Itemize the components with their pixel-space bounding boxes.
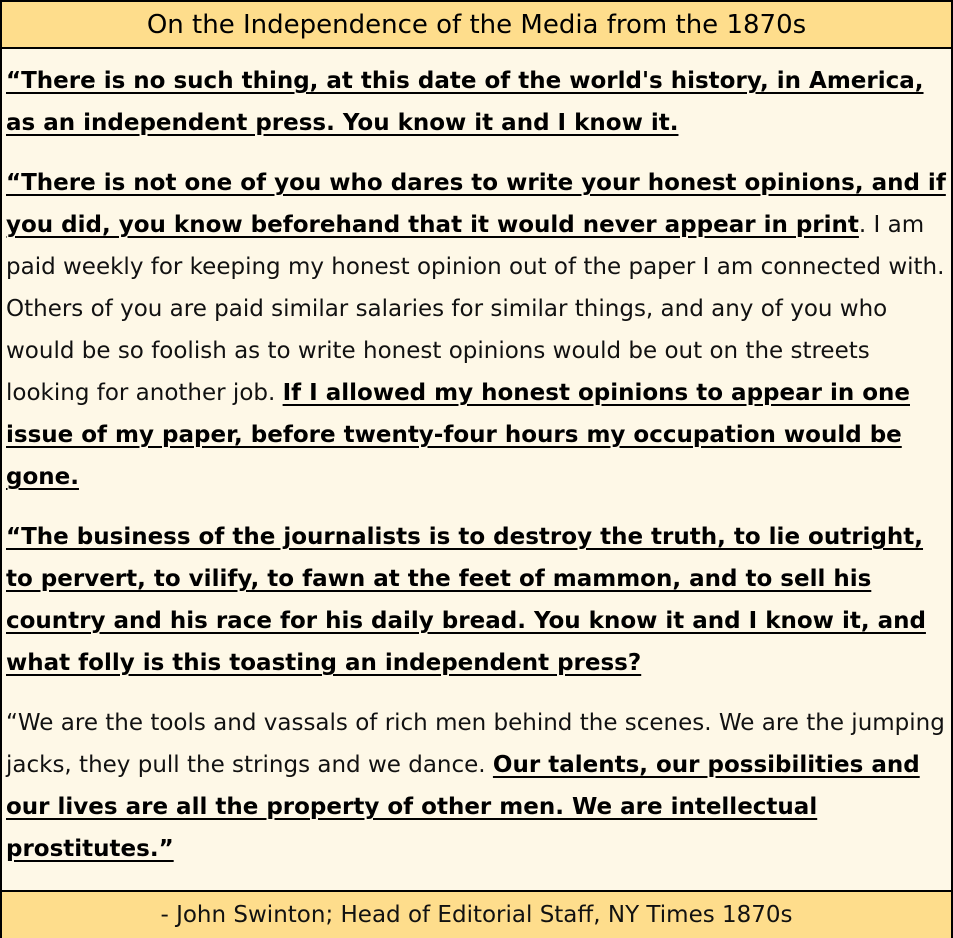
emphasized-text: “There is no such thing, at this date of the world's history, in America, as an independent press. You know it and I know it. [6, 68, 924, 136]
quote-paragraph-1 [6, 60, 946, 144]
quote-paragraph-4 [6, 702, 946, 870]
plain-text: . I am paid weekly for keeping my honest opinion out of the paper I am connected with. Others of you are paid similar salaries for similar things, and any of you who would be so foolish as to write honest opinions would be out on the streets looking for another job. [6, 212, 945, 406]
quote-attribution: - John Swinton; Head of Editorial Staff, NY Times 1870s [2, 890, 951, 938]
quote-paragraph-3 [6, 516, 946, 684]
plain-text: “We are the tools and vassals of rich men behind the scenes. We are the jumping jacks, they pull the strings and we dance. [6, 710, 945, 778]
emphasized-text: “There is not one of you who dares to write your honest opinions, and if you did, you know beforehand that it would never appear in print [6, 170, 946, 238]
emphasized-text: If I allowed my honest opinions to appear in one issue of my paper, before twenty-four hours my occupation would be gone. [6, 380, 910, 490]
emphasized-text: Our talents, our possibilities and our lives are all the property of other men. We are intellectual prostitutes.” [6, 752, 920, 862]
quote-title: On the Independence of the Media from the 1870s [2, 2, 951, 49]
quote-body [6, 60, 946, 888]
emphasized-text: “The business of the journalists is to destroy the truth, to lie outright, to pervert, to vilify, to fawn at the feet of mammon, and to sell his country and his race for his daily bread. You know it and I know it, and what folly is this toasting an independent press? [6, 524, 926, 676]
quote-paragraph-2 [6, 162, 946, 498]
